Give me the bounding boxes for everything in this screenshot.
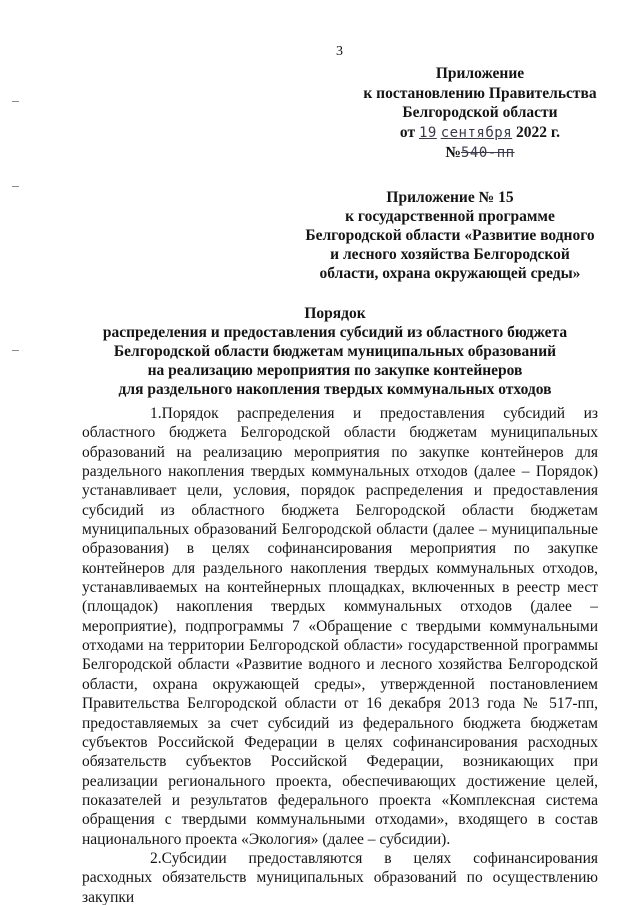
title-line: для раздельного накопления твердых коммунальных отходов xyxy=(118,381,552,398)
appendix-number-line xyxy=(340,143,620,164)
title-line: на реализацию мероприятия по закупке контейнеров xyxy=(147,362,523,379)
resolution-number: 540-пп xyxy=(461,145,515,161)
paragraph-number: 1. xyxy=(150,405,162,422)
margin-mark xyxy=(12,101,19,102)
date-month: сентября xyxy=(440,124,513,141)
program-appendix-line: к государственной программе xyxy=(345,208,555,225)
paragraph xyxy=(82,404,598,849)
title-line: Порядок xyxy=(304,305,366,322)
margin-mark xyxy=(12,186,19,187)
paragraph-text: Субсидии предоставляются в целях софинансирования расходных обязательств муниципальных образований по осуществлению закупки xyxy=(82,849,598,905)
document-title xyxy=(80,304,590,399)
margin-mark xyxy=(12,350,19,351)
program-appendix-line: области, охрана окружающей среды» xyxy=(319,265,581,282)
resolution-appendix-header xyxy=(340,64,620,164)
document-body xyxy=(82,404,598,905)
paragraph-text: Порядок распределения и предоставления субсидий из областного бюджета Белгородской области бюджетам муниципальных образований на реализацию мероприятия по закупке контейнеров для раздельного накопления твердых коммунальных отходов (далее – Порядок) устанавливает цели, условия, порядок распределения и предоставления субсидий из областного бюджета Белгородской области бюджетам муниципальных образований Белгородской области (далее – муниципальные образования) в целях софинансирования мероприятия по закупке контейнеров для раздельного накопления твердых коммунальных отходов, устанавливаемых на контейнерных площадках, включенных в реестр мест (площадок) накопления твердых коммунальных отходов (далее – мероприятие), подпрограммы 7 «Обращение с твердыми коммунальными отходами на территории Белгородской области» государственной программы Белгородской области «Развитие водного и лесного хозяйства Белгородской области, охрана окружающей среды», утвержденной постановлением Правительства Белгородской области от 16 декабря 2013 года № 517-пп, предоставляемых за счет субсидий из федерального бюджета бюджетам субъектов Российской Федерации в целях софинансирования расходных обязательств субъектов Российской Федерации, возникающих при реализации регионального проекта, обеспечивающих достижение целей, показателей и результатов федерального проекта «Комплексная система обращения с твердыми коммунальными отходами», входящего в состав национального проекта «Экология» (далее – субсидии). xyxy=(82,405,598,848)
appendix-title: Приложение xyxy=(435,65,525,82)
date-prefix: от xyxy=(399,123,416,141)
program-appendix-header xyxy=(300,188,600,283)
program-appendix-line: и лесного хозяйства Белгородской xyxy=(330,246,570,263)
appendix-date-line xyxy=(340,123,620,144)
program-appendix-line: Приложение № 15 xyxy=(386,189,514,206)
paragraph xyxy=(82,849,598,905)
date-year: 2022 г. xyxy=(516,123,561,141)
program-appendix-line: Белгородской области «Развитие водного xyxy=(305,227,595,244)
title-line: распределения и предоставления субсидий из областного бюджета xyxy=(102,324,568,341)
title-line: Белгородской области бюджетам муниципальных образований xyxy=(113,343,557,360)
number-prefix: № xyxy=(445,144,461,161)
appendix-line-3: Белгородской области xyxy=(402,104,558,121)
paragraph-number: 2. xyxy=(150,849,162,867)
page-number: 3 xyxy=(336,44,343,59)
date-day: 19 xyxy=(418,124,437,141)
appendix-line-2: к постановлению Правительства xyxy=(363,84,597,102)
